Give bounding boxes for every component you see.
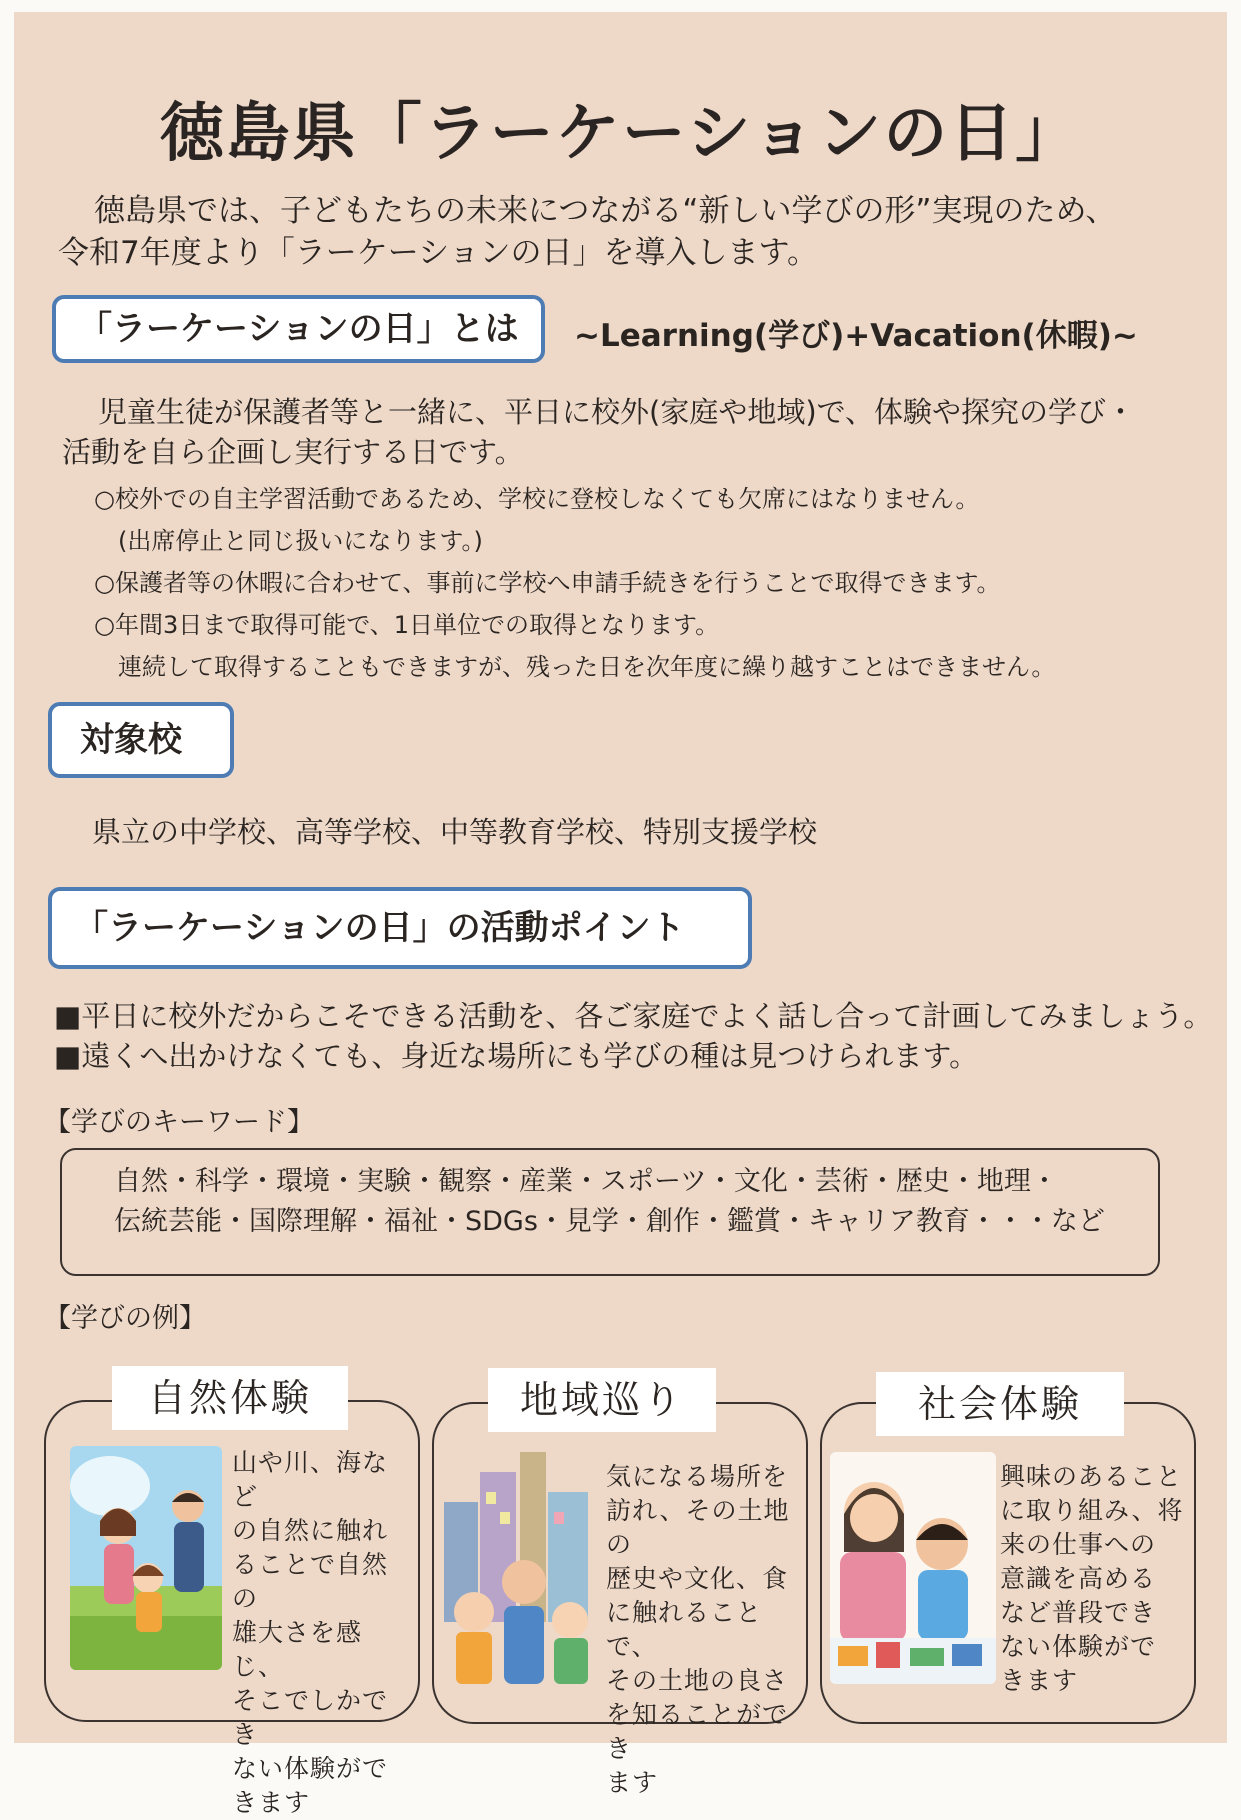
keywords-box [60,1148,1160,1276]
example-card-title: 自然体験 [112,1366,348,1430]
example-text-line: 歴史や文化、食 [606,1564,789,1593]
craft-work-illustration [830,1452,996,1684]
example-text-line: 雄大さを感じ、 [232,1618,363,1681]
example-text-line: きます [232,1788,311,1817]
example-text-line: ることで自然の [232,1550,389,1613]
intro-paragraph [58,190,1198,274]
example-card-title: 地域巡り [488,1368,716,1432]
section-heading-activity-points-label: 「ラーケーションの日」の活動ポイント [74,908,685,948]
section-heading-about [52,295,545,363]
keywords-line-2: 伝統芸能・国際理解・福祉・SDGs・見学・創作・鑑賞・キャリア教育・・・など [114,1206,1105,1237]
example-text-line: 山や川、海など [232,1448,389,1511]
section-heading-activity-points [48,887,752,969]
about-paragraph [62,392,1212,472]
keywords-label: 【学びのキーワード】 [44,1107,314,1138]
example-text-line: きます [1000,1666,1079,1695]
section-heading-target-schools [48,702,234,778]
example-card-title: 社会体験 [876,1372,1124,1436]
example-card-text [1000,1460,1194,1698]
example-text-line: など普段でき [1000,1598,1157,1627]
section-heading-about-label: 「ラーケーションの日」とは [78,309,519,349]
city-tour-illustration [440,1452,600,1684]
example-text-line: ます [606,1768,659,1797]
section-subtitle: ~Learning(学び)+Vacation(休暇)~ [574,318,1138,354]
page-title: 徳島県「ラーケーションの日」 [159,97,1082,171]
example-card-text [232,1446,412,1820]
example-text-line: その土地の良さ [606,1666,789,1695]
example-text-line: 興味のあること [1000,1462,1183,1491]
intro-line-2: 令和7年度より「ラーケーションの日」を導入します。 [58,235,819,271]
bullet-item: 連続して取得することもできますが、残った日を次年度に繰り越すことはできません。 [118,653,1056,681]
bullet-item: (出席停止と同じ扱いになります。) [118,527,483,555]
example-text-line: 意識を高める [1000,1564,1157,1593]
example-text-line: ない体験がで [1000,1632,1157,1661]
bullet-item: ○校外での自主学習活動であるため、学校に登校しなくても欠席にはなりません。 [94,485,980,513]
activity-point: ■平日に校外だからこそできる活動を、各ご家庭でよく話し合って計画してみましょう。 [54,999,1213,1033]
example-text-line: の自然に触れ [232,1516,389,1545]
bullet-item: ○保護者等の休暇に合わせて、事前に学校へ申請手続きを行うことで取得できます。 [94,569,1001,597]
activity-point: ■遠くへ出かけなくても、身近な場所にも学びの種は見つけられます。 [54,1039,979,1073]
about-bullets [94,478,1204,688]
example-card-text [606,1460,806,1800]
example-text-line: に触れることで、 [606,1598,763,1661]
nature-family-illustration [70,1446,222,1670]
section-heading-target-schools-label: 対象校 [80,720,182,760]
target-schools-text: 県立の中学校、高等学校、中等教育学校、特別支援学校 [92,815,818,849]
example-text-line: ない体験がで [232,1754,389,1783]
about-line-1: 児童生徒が保護者等と一緒に、平日に校外(家庭や地域)で、体験や探究の学び・ [98,395,1136,429]
flyer-page [14,12,1227,1817]
example-text-line: 気になる場所を [606,1462,789,1491]
example-text-line: 訪れ、その土地の [606,1496,790,1559]
example-text-line: を知ることができ [606,1700,789,1763]
bullet-item: ○年間3日まで取得可能で、1日単位での取得となります。 [94,611,720,639]
example-text-line: 来の仕事への [1000,1530,1157,1559]
example-text-line: に取り組み、将 [1000,1496,1184,1525]
example-text-line: そこでしかでき [232,1686,389,1749]
keywords-line-1: 自然・科学・環境・実験・観察・産業・スポーツ・文化・芸術・歴史・地理・ [114,1166,1058,1197]
about-line-2: 活動を自ら企画し実行する日です。 [62,435,524,469]
intro-line-1: 徳島県では、子どもたちの未来につながる“新しい学びの形”実現のため、 [94,193,1117,229]
examples-label: 【学びの例】 [44,1303,206,1334]
activity-points-list [54,996,1224,1076]
